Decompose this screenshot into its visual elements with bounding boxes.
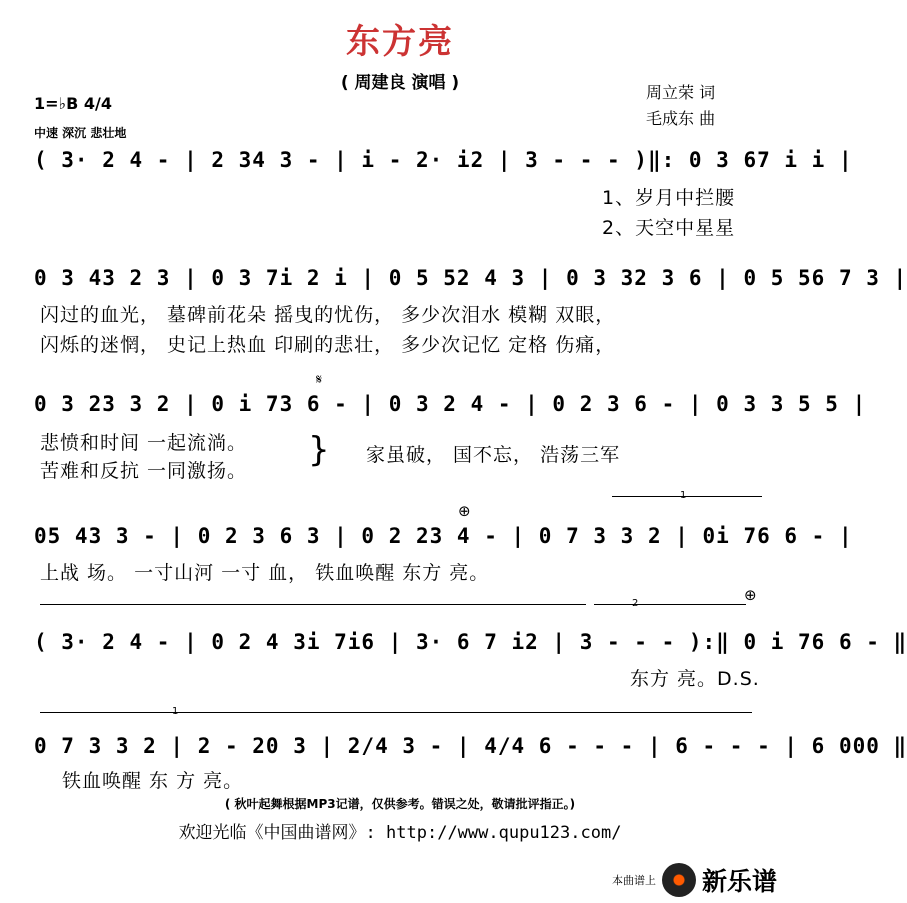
logo <box>612 862 777 898</box>
lyric-verse1-line2: 闪过的血光， 墓碑前花朵 摇曳的忧伤， 多少次泪水 模糊 双眼， <box>40 304 616 326</box>
volta-label-3: 1 <box>172 706 179 717</box>
coda-icon: ⊕ <box>458 502 471 520</box>
notation-system-3: 0 3 23 3 2 | 0 i 73 6 - | 0 3 2 4 - | 0 2 3 6 - | 0 3 3 5 5 | <box>34 392 867 416</box>
tempo-marking: 中速 深沉 悲壮地 <box>34 126 127 140</box>
lyric-chorus-line1: 家虽破， 国不忘， 浩荡三军 <box>366 444 621 466</box>
lyricist: 周立荣 词 <box>646 83 716 102</box>
notation-system-6: 0 7 3 3 2 | 2 - 20 3 | 2/4 3 - | 4/4 6 - - - | 6 - - - | 6 000 ‖ <box>34 734 907 758</box>
composer: 毛成东 曲 <box>646 109 716 128</box>
performer-line: ( 周建良 演唱 ) <box>340 73 460 93</box>
lyric-verse2-line1: 2、天空中星星 <box>602 217 736 239</box>
volta-label-1: 1 <box>680 490 687 501</box>
logo-text: 新乐谱 <box>702 867 778 896</box>
volta-bracket-2 <box>594 604 746 605</box>
volta-bracket-1 <box>612 496 762 497</box>
coda-icon-2: ⊕ <box>744 586 757 604</box>
transcriber-note: ( 秋叶起舞根据MP3记谱，仅供参考。错误之处，敬请批评指正。) <box>224 797 576 811</box>
notation-system-5: ( 3· 2 4 - | 0 2 4 3i 7i6 | 3· 6 7 i2 | 3 - - - ):‖ 0 i 76 6 - ‖ <box>34 630 907 654</box>
segno-icon: 𝄋 <box>316 372 323 388</box>
volta-label-2: 2 <box>632 598 639 609</box>
notation-system-2: 0 3 43 2 3 | 0 3 7i 2 i | 0 5 52 4 3 | 0 3 32 3 6 | 0 5 56 7 3 | <box>34 266 907 290</box>
lyric-verse1-line1: 1、岁月中拦腰 <box>602 187 736 209</box>
lyric-verse2-line3: 苦难和反抗 一同激扬。 <box>40 460 248 482</box>
lyric-line6: 铁血唤醒 东 方 亮。 <box>62 770 244 792</box>
brace-icon: } <box>308 430 330 470</box>
notation-system-4: 05 43 3 - | 0 2 3 6 3 | 0 2 23 4 - | 0 7 3 3 2 | 0i 76 6 - | <box>34 524 853 548</box>
song-title: 东方亮 <box>346 22 454 62</box>
lyric-verse2-line2: 闪烁的迷惘， 史记上热血 印刷的悲壮， 多少次记忆 定格 伤痛， <box>40 334 616 356</box>
lyric-line4: 上战 场。 一寸山河 一寸 血， 铁血唤醒 东方 亮。 <box>40 562 490 584</box>
volta-bracket-3 <box>40 712 752 713</box>
key-signature: 1=♭B 4/4 <box>34 94 112 113</box>
lyric-line5: 东方 亮。D.S. <box>630 668 760 690</box>
separator-line <box>40 604 586 605</box>
notation-system-1: ( 3· 2 4 - | 2 34 3 - | i - 2· i2 | 3 - - - )‖: 0 3 67 i i | <box>34 148 853 172</box>
lyric-verse1-line3: 悲愤和时间 一起流淌。 <box>40 432 248 454</box>
logo-caption: 本曲谱上 <box>612 874 656 887</box>
site-link[interactable]: 欢迎光临《中国曲谱网》: http://www.qupu123.com/ <box>178 823 622 843</box>
vinyl-disc-icon <box>662 863 696 897</box>
